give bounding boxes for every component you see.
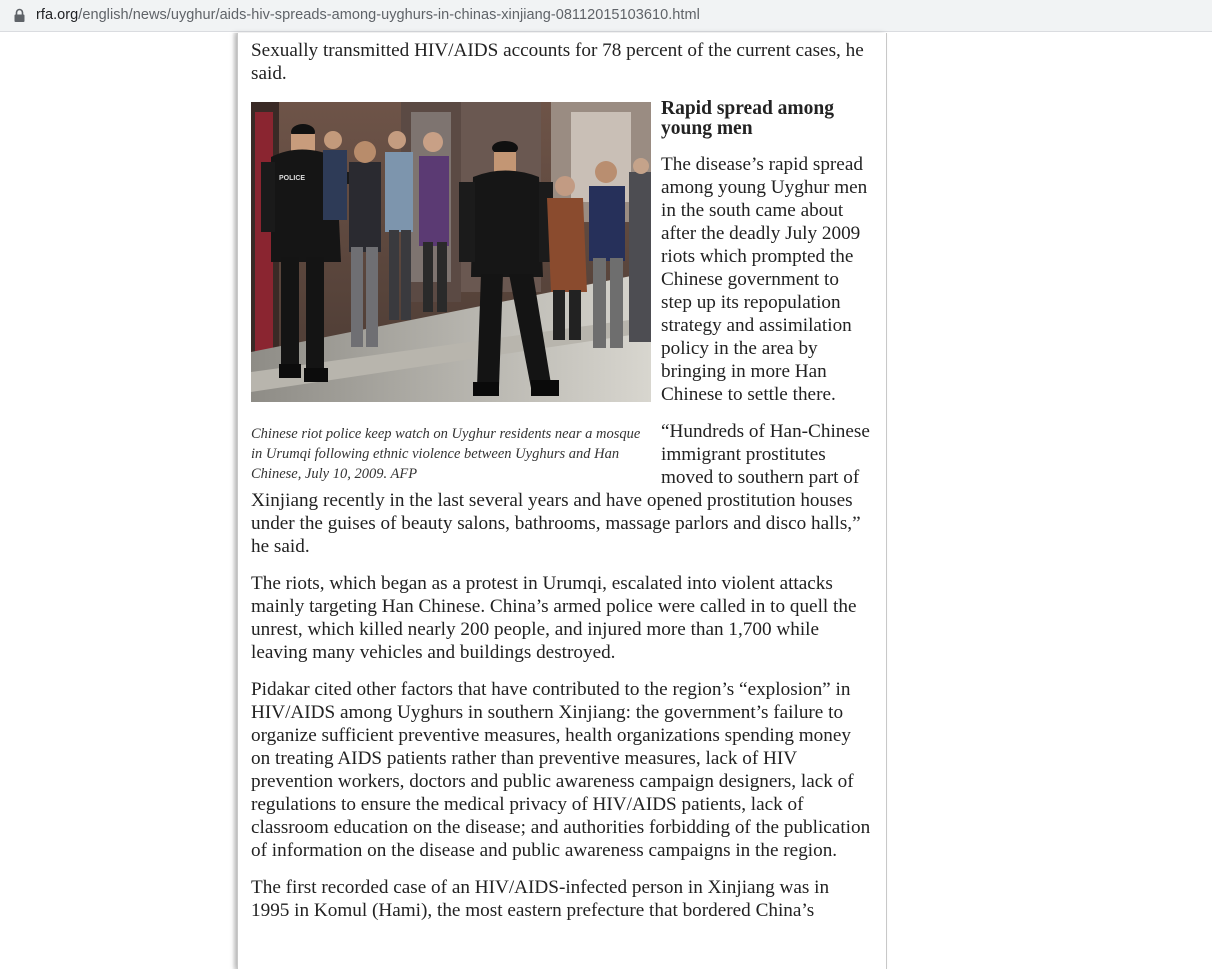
article-paragraph-3: The riots, which began as a protest in Urumqi, escalated into violent attacks mainly targeting Han Chinese. China’s armed police were called in to quell the unrest, which killed nearly 200 people, and injured more than 1,700 while leaving many vehicles and buildings destroyed.	[251, 573, 857, 663]
intro-paragraph: Sexually transmitted HIV/AIDS accounts for 78 percent of the current cases, he said.	[251, 40, 864, 84]
url-text[interactable]	[36, 7, 700, 23]
police-vest-text: POLICE	[279, 175, 306, 182]
section-subhead: Rapid spread among young men	[661, 98, 835, 139]
url-path: /english/news/uyghur/aids-hiv-spreads-among-uyghurs-in-chinas-xinjiang-08112015103610.html	[78, 7, 700, 23]
lock-icon[interactable]	[13, 8, 26, 23]
address-bar[interactable]	[0, 0, 1212, 32]
article-paragraph-1: The disease’s rapid spread among young Uyghur men in the south came about after the deadly July 2009 riots which prompted the Chinese government to step up its repopulation strategy and assimilation policy in the area by bringing in more Han Chinese to settle there.	[661, 154, 868, 405]
photo-caption: Chinese riot police keep watch on Uyghur residents near a mosque in Urumqi following ethnic violence between Uyghurs and Han Chinese, July 10, 2009. AFP	[251, 426, 641, 482]
article-paragraph-4: Pidakar cited other factors that have contributed to the region’s “explosion” in HIV/AIDS among Uyghurs in southern Xinjiang: the government’s failure to organize sufficient preventive measures, health organizations spending money on treating AIDS patients rather than preventive measures, lack of HIV prevention workers, doctors and public awareness campaign designers, lack of regulations to ensure the medical privacy of HIV/AIDS patients, lack of classroom education on the disease; and authorities forbidding of the publication of information on the disease and public awareness campaigns in the region.	[251, 679, 871, 861]
riot-police-photo[interactable]	[251, 102, 651, 402]
article-body	[251, 39, 871, 936]
article-paragraph-5: The first recorded case of an HIV/AIDS-infected person in Xinjiang was in 1995 in Komul (Hami), the most eastern prefecture that bordered China’s	[251, 877, 830, 921]
article-column	[237, 33, 887, 969]
article-paragraph-2: “Hundreds of Han-Chinese immigrant prostitutes moved to southern part of Xinjiang recently in the last several years and have opened prostitution houses under the guises of beauty salons, bathrooms, massage parlors and disco halls,” he said.	[251, 421, 870, 557]
article-figure	[251, 102, 651, 484]
url-host: rfa.org	[36, 7, 79, 23]
